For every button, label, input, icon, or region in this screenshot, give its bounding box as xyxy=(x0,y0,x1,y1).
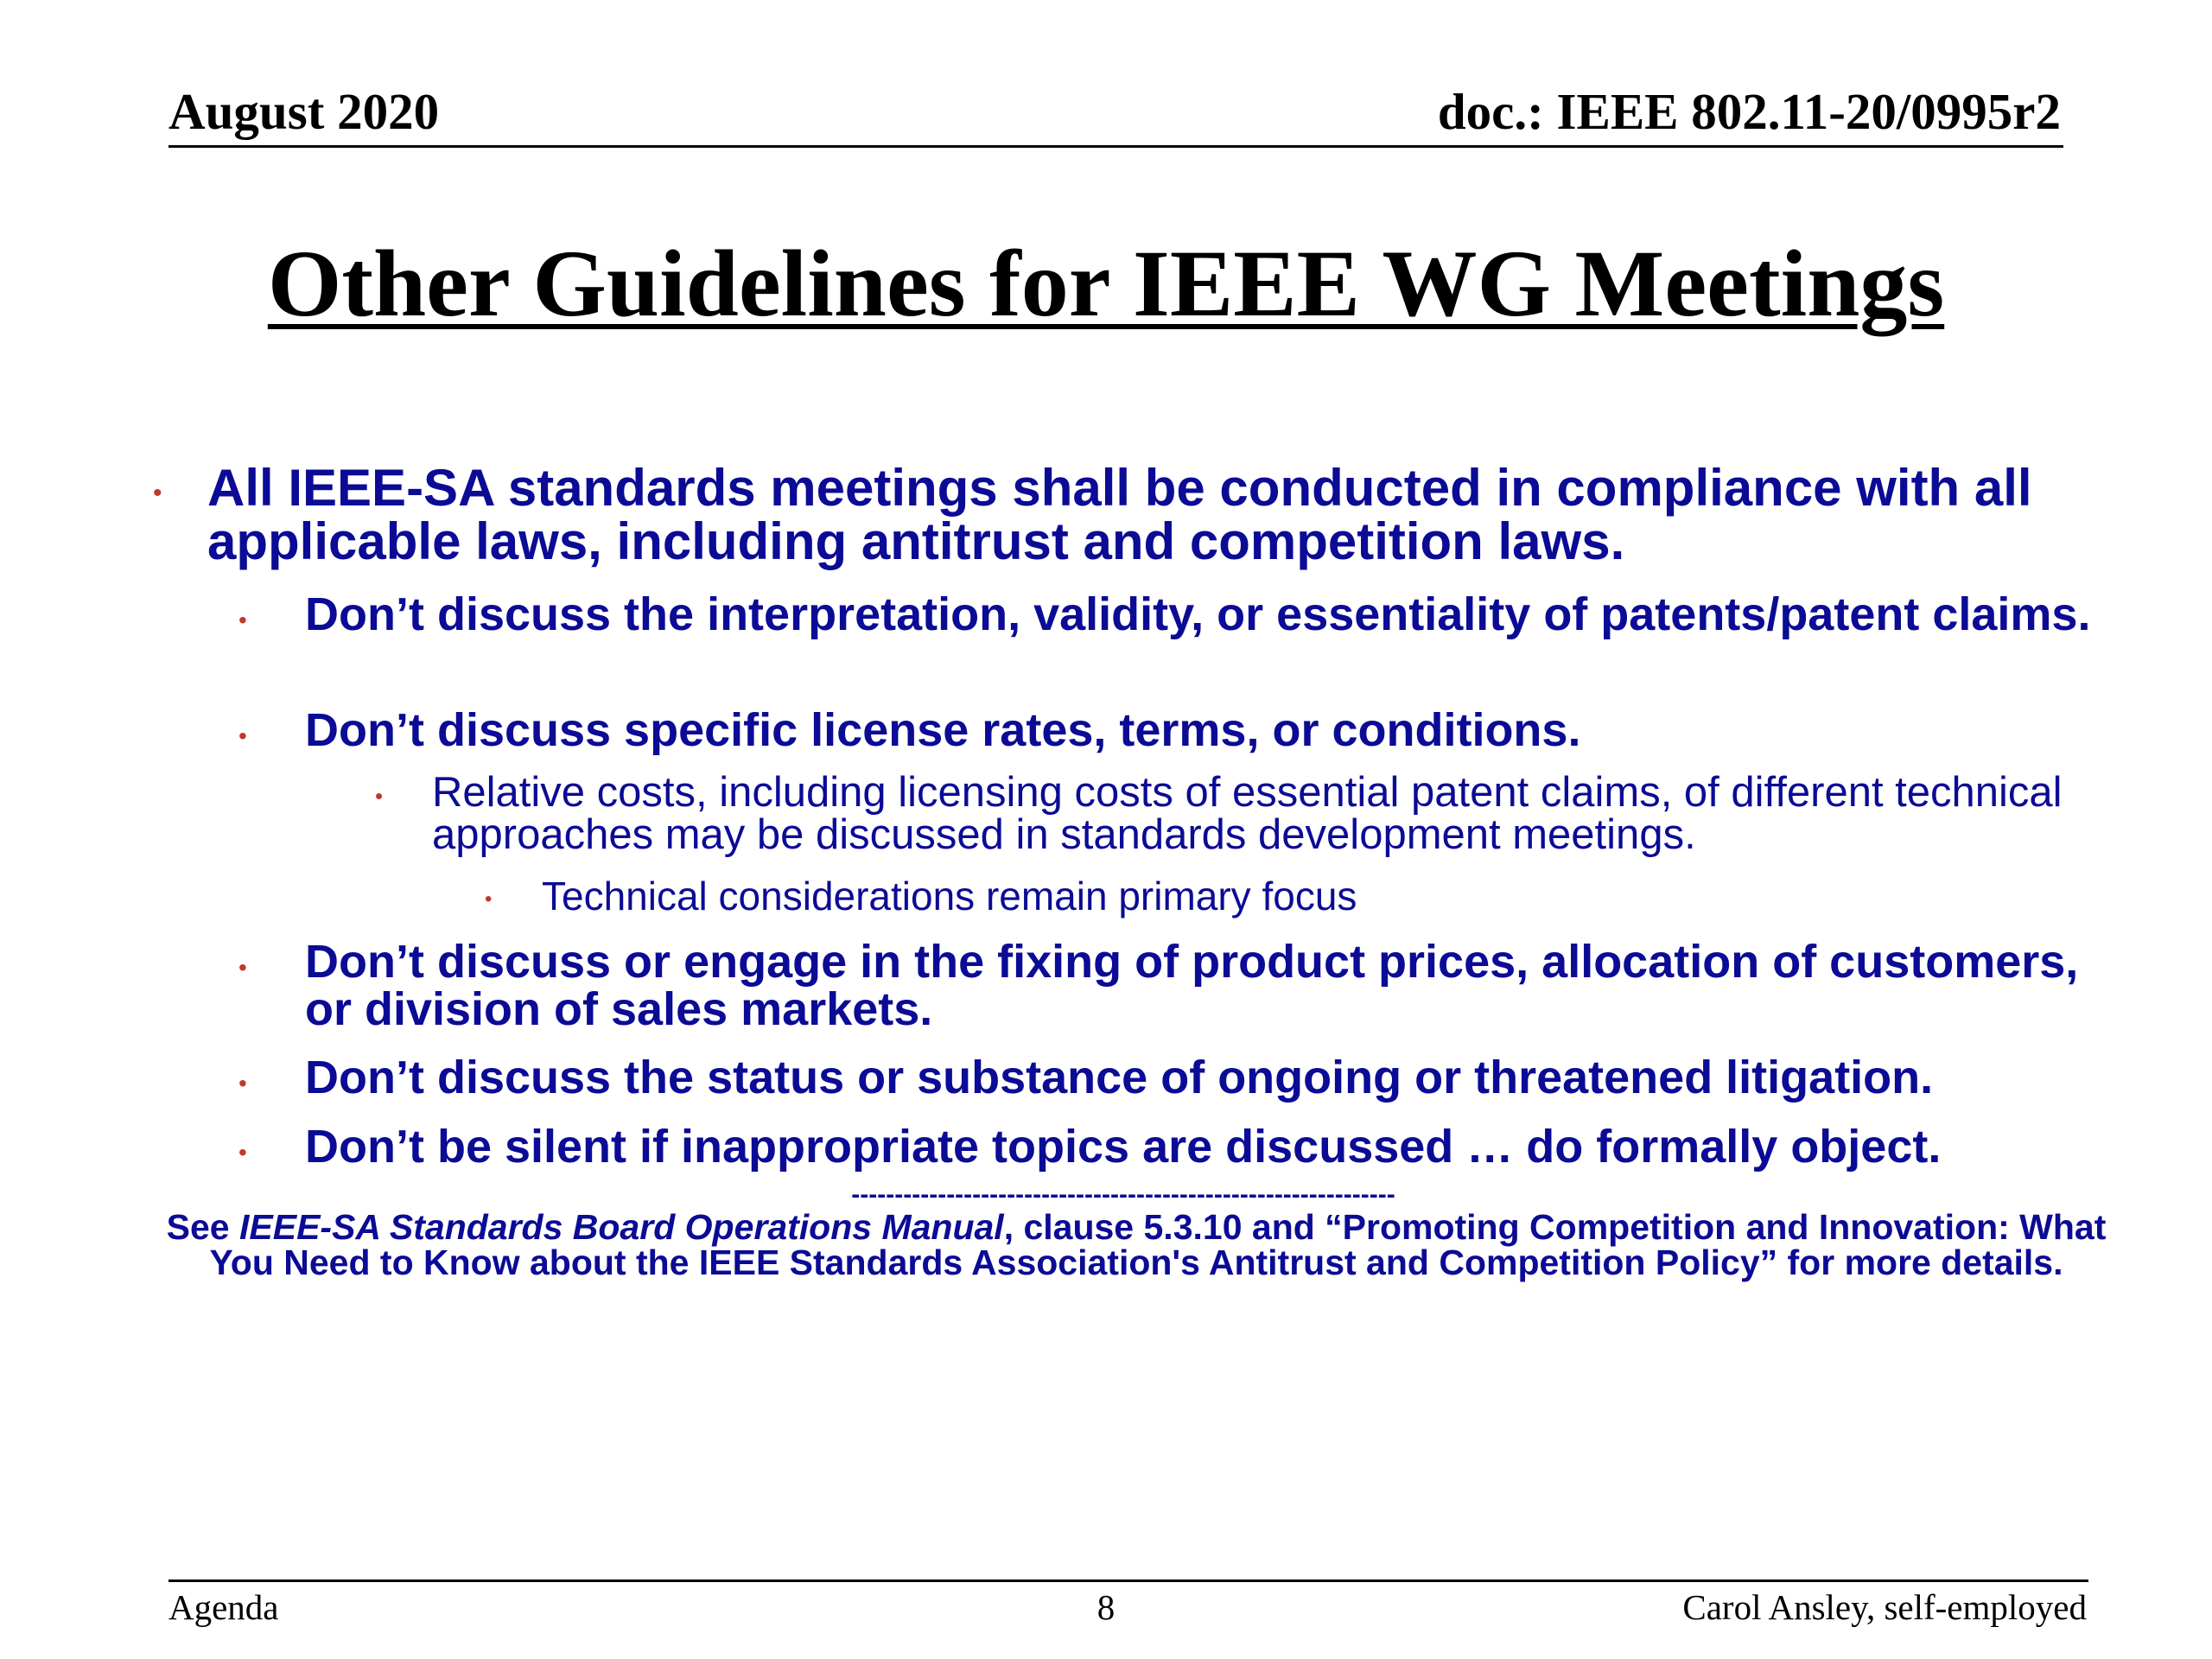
bullet-dot-icon: • xyxy=(238,722,247,749)
bullet-sub-license-text: Don’t discuss specific license rates, terms, or conditions. xyxy=(305,704,1581,756)
footer-divider xyxy=(168,1580,2088,1582)
reference-note xyxy=(164,1207,2108,1282)
bullet-sub-litigation-text: Don’t discuss the status or substance of ongoing or threatened litigation. xyxy=(305,1052,1934,1103)
reference-prefix: See xyxy=(166,1207,239,1247)
bullet-technical-focus-text: Technical considerations remain primary focus xyxy=(542,874,1357,918)
bullet-sub-prices xyxy=(238,936,2111,1035)
footer-author: Carol Ansley, self-employed xyxy=(1682,1587,2087,1627)
footer-left-label: Agenda xyxy=(168,1587,279,1627)
slide-title xyxy=(0,232,2212,336)
bullet-dot-icon: • xyxy=(238,954,247,981)
bullet-sub-silent xyxy=(238,1121,2111,1173)
bullet-dot-icon: • xyxy=(485,887,493,911)
header-doc-id: doc.: IEEE 802.11-20/0995r2 xyxy=(1437,83,2061,140)
header-divider xyxy=(168,145,2063,148)
bullet-relative-costs xyxy=(375,769,2126,858)
bullet-main xyxy=(153,459,2108,570)
bullet-sub-prices-text: Don’t discuss or engage in the fixing of product prices, allocation of customers, or division of sales markets. xyxy=(305,936,2079,1035)
bullet-dot-icon: • xyxy=(238,1139,247,1166)
bullet-dot-icon: • xyxy=(375,783,384,809)
bullet-dot-icon: • xyxy=(153,479,162,507)
bullet-relative-costs-text: Relative costs, including licensing costs of essential patent claims, of different technical approaches may be discussed in standards development meetings. xyxy=(432,769,2063,858)
bullet-sub-silent-text: Don’t be silent if inappropriate topics are discussed … do formally object. xyxy=(305,1121,1942,1173)
dashed-separator: --------------------------------------------------------------- xyxy=(851,1180,1395,1209)
slide-title-text: Other Guidelines for IEEE WG Meetings xyxy=(267,231,1945,336)
header-date: August 2020 xyxy=(168,83,440,140)
bullet-dot-icon: • xyxy=(238,607,247,633)
bullet-sub-patents xyxy=(238,588,2111,640)
bullet-dot-icon: • xyxy=(238,1070,247,1096)
reference-manual-title: IEEE-SA Standards Board Operations Manual xyxy=(238,1207,1004,1247)
page-number: 8 xyxy=(1096,1587,1116,1627)
bullet-main-text: All IEEE-SA standards meetings shall be conducted in compliance with all applicable laws, including antitrust and competition laws. xyxy=(207,459,2032,570)
bullet-sub-patents-text: Don’t discuss the interpretation, validity, or essentiality of patents/patent claims. xyxy=(305,588,2091,640)
bullet-sub-litigation xyxy=(238,1052,2111,1103)
bullet-technical-focus xyxy=(485,874,2097,918)
bullet-sub-license xyxy=(238,704,2111,756)
reference-suffix: , clause 5.3.10 and “Promoting Competition and Innovation: What You Need to Know about the IEEE Standards Association's Antitrust and Competition Policy” for more details. xyxy=(209,1207,2107,1282)
